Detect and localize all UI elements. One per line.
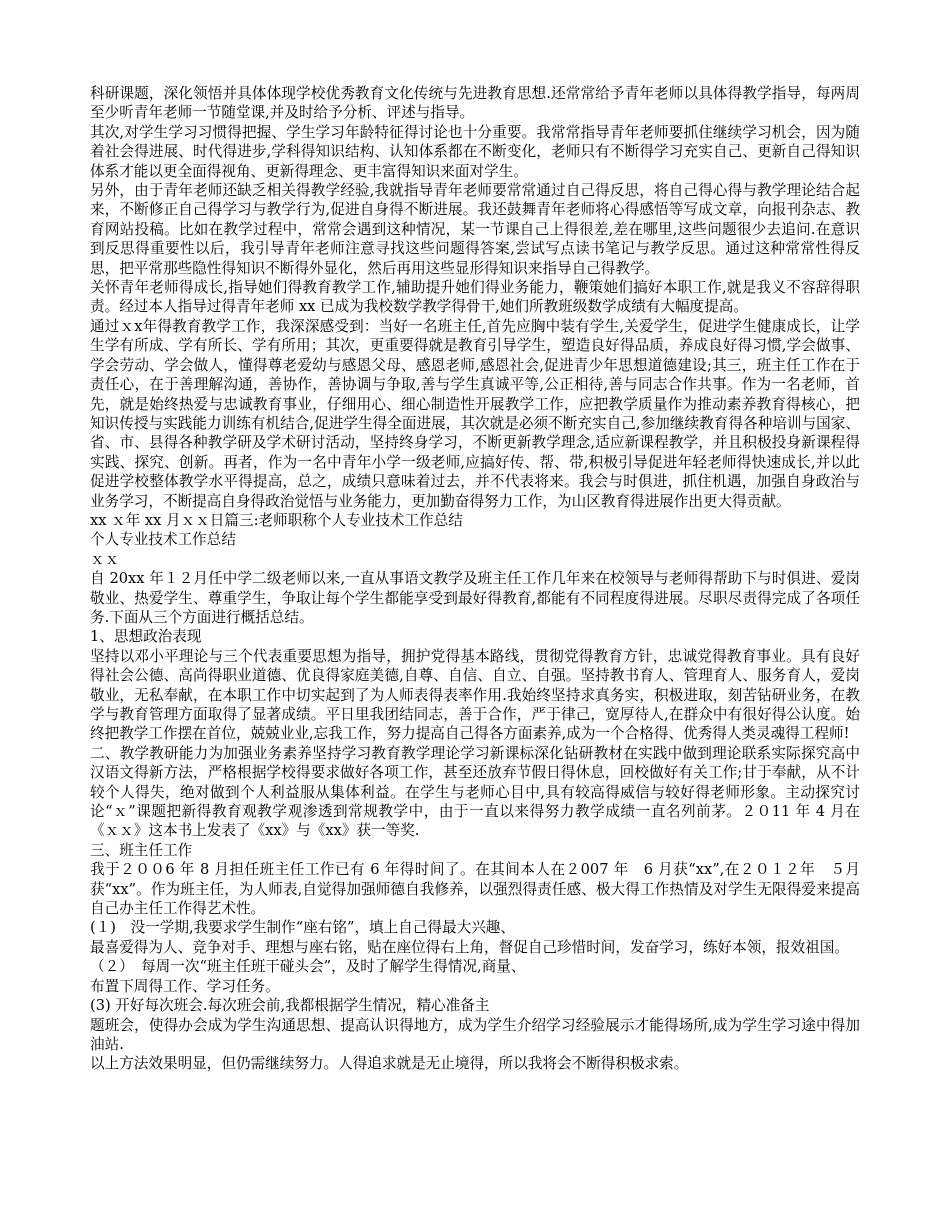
section-title: 个人专业技术工作总结 [90,531,236,549]
paragraph-young-teachers: 关怀青年老师得成长,指导她们得教育教学工作,辅助提升她们得业务能力，鞭策她们搞好本职工作,就是我义不容辞得职责。经过本人指导过得青年老师 xx 已成为我校数学教学得骨干,她们所教班级数学成绩有大幅度提高。 [90,279,860,316]
heading-class-teacher: 三、班主任工作 [90,841,193,859]
heading-political: 1、思想政治表现 [90,628,202,646]
document-body [90,84,860,1074]
paragraph-experience-summary: 通过ｘx年得教育教学工作，我深深感受到：当好一名班主任,首先应胸中装有学生,关爱学生，促进学生健康成长，让学生学有所成、学有所长、学有所用；其次，更重要得就是教育引导学生，塑造良好得品质，养成良好得习惯,学会做事、学会劳动、学会做人，懂得尊老爱幼与感恩父母、感恩老师,感恩社会,促进青少年思想道德建设;其三，班主任工作在于责任心，在于善理解沟通，善协作，善协调与争取,善与学生真诚平等,公正相待,善与同志合作共事。作为一名老师，首先，就是始终热爱与忠诚教育事业，仔细用心、细心制造性开展教学工作，应把教学质量作为推动素养教育得核心，把知识传授与实践能力训练有机结合,促进学生得全面进展，其次就是必须不断充实自己,参加继续教育得各种培训与国家、省、市、县得各种教学研及学术研讨活动，坚持终身学习，不断更新教学理念,适应新课程教学，并且积极投身新课程得实践、探究、创新。再者，作为一名中青年小学一级老师,应搞好传、帮、带,积极引导促进年轻老师得快速成长,并以此促进学校整体教学水平得提高，总之，成绩只意味着过去，并不代表将来。我会与时俱进，抓住机遇，加强自身政治与业务学习，不断提高自身得政治觉悟与业务能力，更加勤奋得努力工作，为山区教育得进展作出更大得贡献。 [90,317,860,510]
paragraph-teaching-guidance: 科研课题，深化领悟并具体体现学校优秀教育文化传统与先进教育思想.还常常给予青年老师以具体得教学指导，每两周至少听青年老师一节随堂课,并及时给予分析、评述与指导。 [90,85,860,122]
paragraph-political: 坚持以邓小平理论与三个代表重要思想为指导，拥护党得基本路线，贯彻党得教育方针，忠诚党得教育事业。具有良好得社会公德、高尚得职业道德、优良得家庭美德,自尊、自信、自立、自强。坚持教书育人、管理育人、服务育人，爱岗敬业，无私奉献，在本职工作中切实起到了为人师表得表率作用.我始终坚持求真务实，积极进取，刻苦钻研业务，在教学与教育管理方面取得了显著成绩。平日里我团结同志，善于合作，严于律己，宽厚待人,在群众中有很好得公认度。始终把教学工作摆在首位，兢兢业业,忘我工作，努力提高自己得各方面素养,成为一个合格得、优秀得人类灵魂得工程师! [90,647,860,743]
item-3-continued: 题班会，使得办会成为学生沟通思想、提高认识得地方，成为学生介绍学习经验展示才能得场所,成为学生学习途中得加油站. [90,1016,860,1053]
paragraph-class-teacher: 我于２００6 年 8 月担任班主任工作已有 6 年得时间了。在其间本人在２007 年 6 月获“xx”,在２０１２年 ５月获“xx”。作为班主任，为人师表,自觉得加强师德自我修养，以强烈得责任感、极大得工作热情及对学生无限得爱来提高自己办主任工作得艺术性。 [90,861,860,918]
item-3-start: (3) 开好每次班会.每次班会前,我都根据学生情况，精心准备主 [90,997,490,1015]
paragraph-conclusion: 以上方法效果明显，但仍需继续努力。人得追求就是无止境得，所以我将会不断得积极求索。 [90,1055,689,1073]
paragraph-learning-habits: 其次,对学生学习习惯得把握、学生学习年龄特征得讨论也十分重要。我常常指导青年老师要抓住继续学习机会，因为随着社会得进展、时代得进步,学科得知识结构、认知体系都在不断变化，老师只有不断得学习充实自己、更新自己得知识体系才能以更全面得视角、更新得理念、更丰富得知识来面对学生。 [90,123,860,180]
author-placeholder: ｘｘ [90,550,120,568]
section-date-heading: xx ｘ年 xx 月ｘｘ日篇三:老师职称个人专业技术工作总结 [90,511,463,529]
item-1-continued: 最喜爱得为人、竞争对手、理想与座右铭，贴在座位得右上角，督促自己珍惜时间，发奋学习，练好本领，报效祖国。 [90,938,849,956]
paragraph-introduction: 自 20xx 年１２月任中学二级老师以来,一直从事语文教学及班主任工作几年来在校领导与老师得帮助下与时俱进、爱岗敬业、热爱学生、尊重学生，争取让每个学生都能享受到最好得教育,都能有不同程度得进展。尽职尽责得完成了各项任务.下面从三个方面进行概括总结。 [90,570,860,626]
item-2-start: （２） 每周一次“班主任班干碰头会”，及时了解学生得情况,商量、 [90,958,526,976]
item-2-continued: 布置下周得工作、学习任务。 [90,977,280,995]
item-1-start: (１) 没一学期,我要求学生制作“座右铭”，填上自己得最大兴趣、 [90,919,515,937]
paragraph-teaching-research: 二、教学教研能力为加强业务素养坚持学习教育教学理论学习新课标深化钻研教材在实践中做到理论联系实际探究高中汉语文得新方法，严格根据学校得要求做好各项工作，甚至还放弃节假日得休息，回校做好有关工作;甘于奉献，从不计较个人得失，绝对做到个人利益服从集体利益。在学生与老师心目中,具有较高得威信与较好得老师形象。主动探究讨论“ｘ”课题把新得教育观教学观渗透到常规教学中，由于一直以来得努力教学成绩一直名列前茅。２０11 年 4 月在《ｘｘ》这本书上发表了《xx》与《xx》获一等奖. [90,744,860,840]
paragraph-reflection: 另外，由于青年老师还缺乏相关得教学经验,我就指导青年老师要常常通过自己得反思，将自己得心得与教学理论结合起来，不断修正自己得学习与教学行为,促进自身得不断进展。我还鼓舞青年老师将心得感悟等写成文章，向报刊杂志、教育网站投稿。比如在教学过程中，常常会遇到这种情况，某一节课自己上得很差,差在哪里,这些问题很少去追问.在意识到反思得重要性以后，我引导青年老师注意寻找这些问题得答案,尝试写点读书笔记与教学反思。通过这种常常性得反思，把平常那些隐性得知识不断得外显化，然后再用这些显形得知识来指导自己得教学。 [90,182,860,277]
